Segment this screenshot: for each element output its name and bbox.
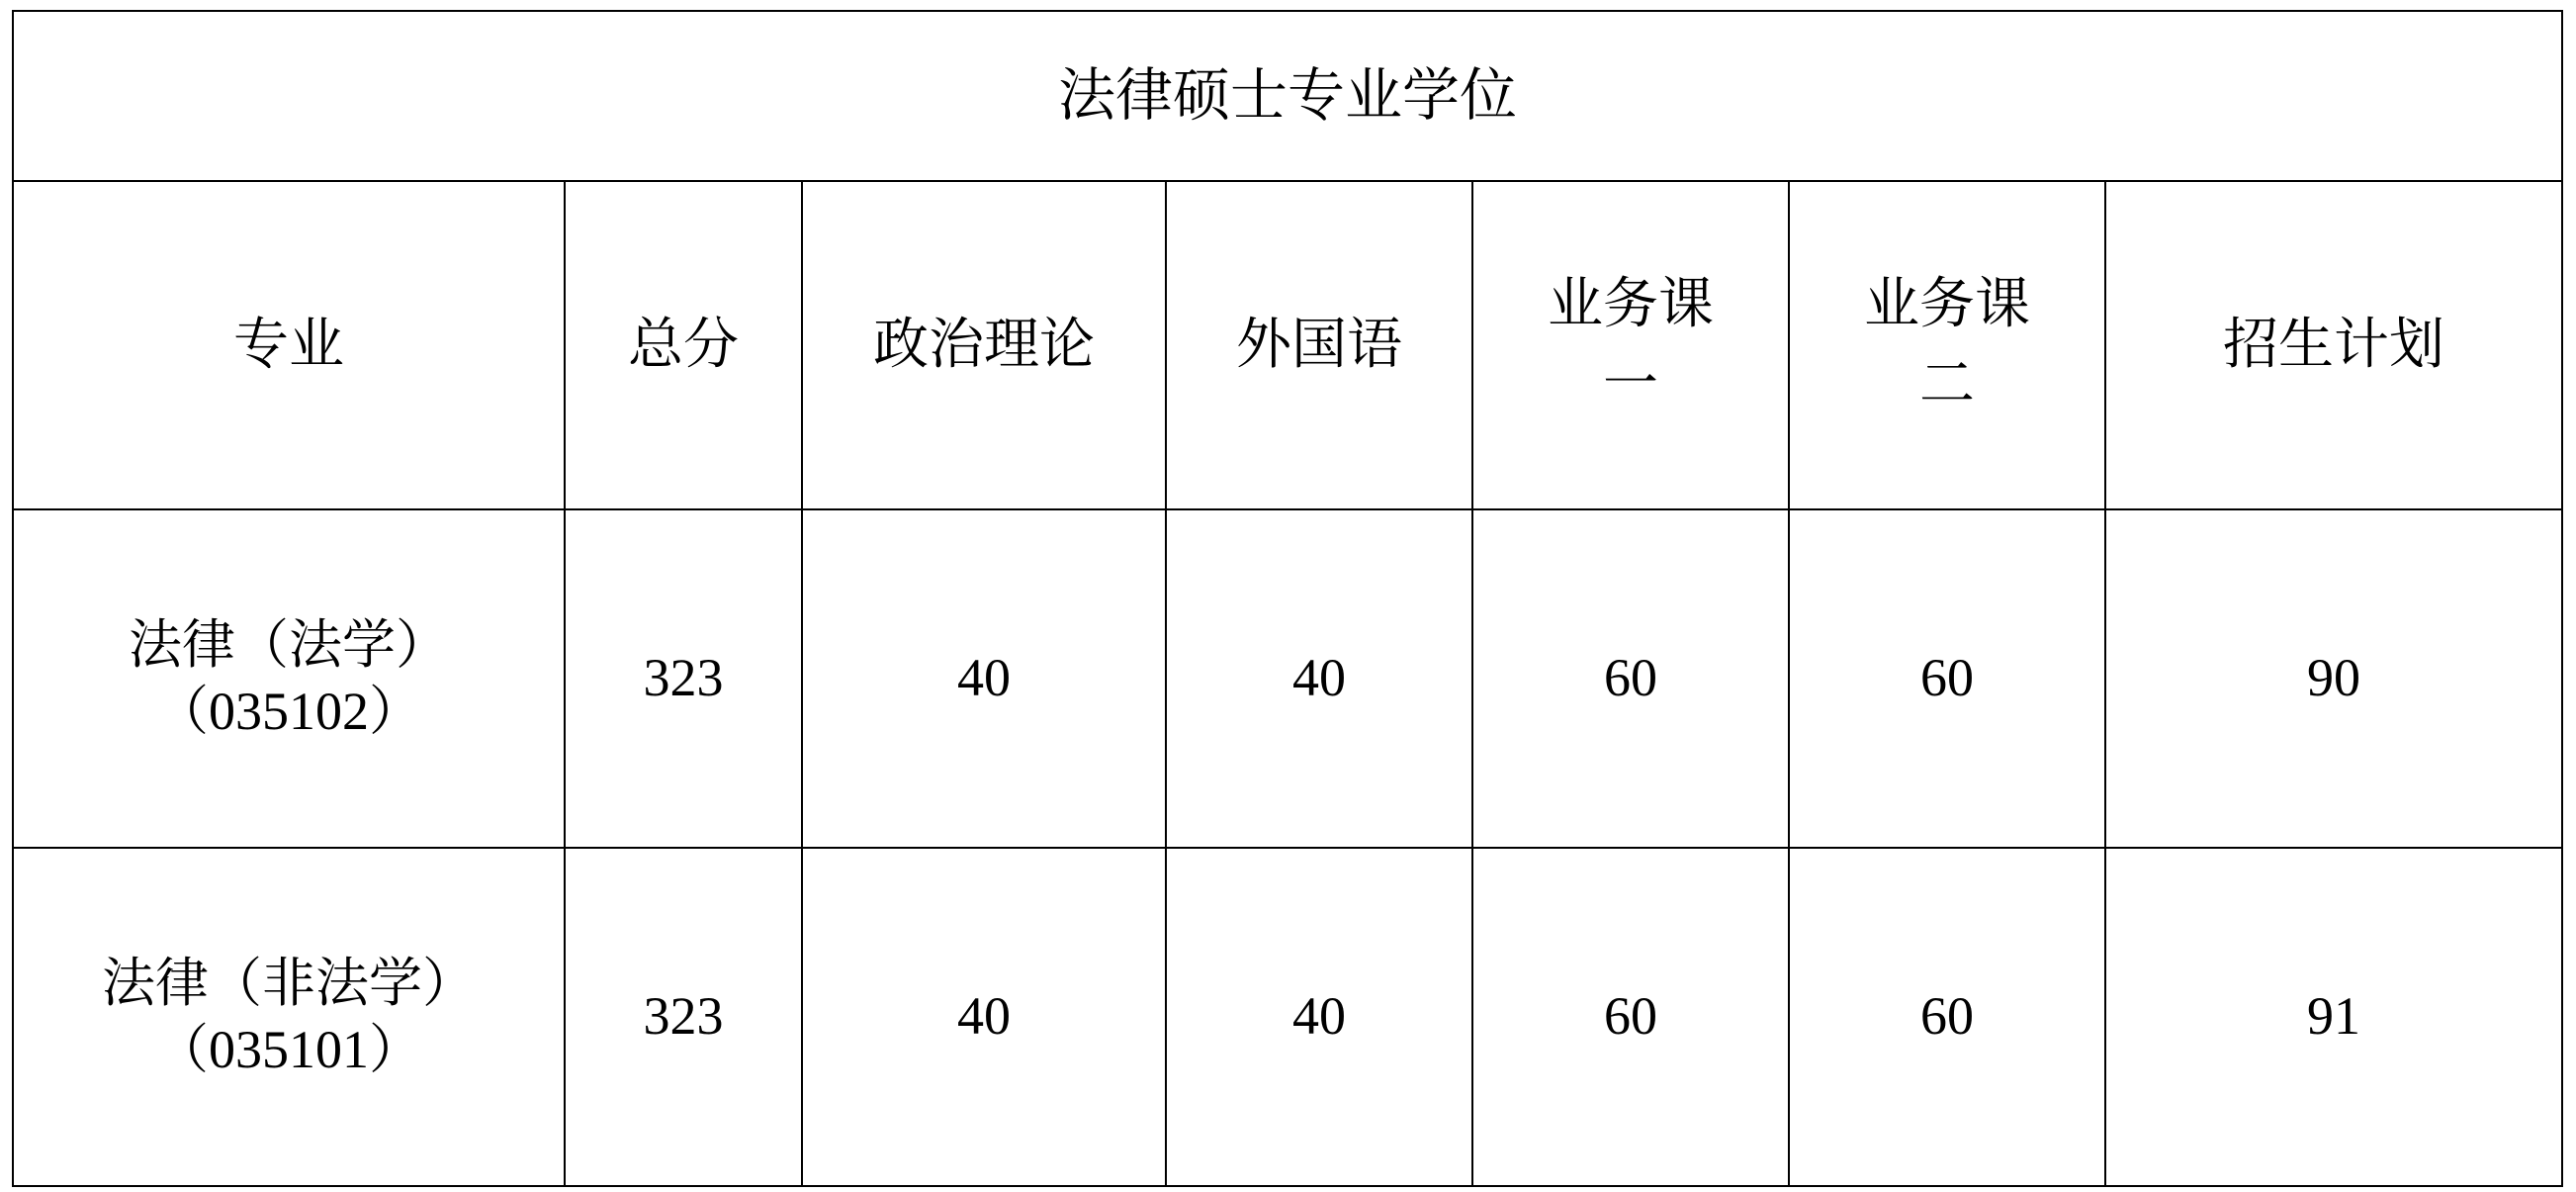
professional-course-2-line1: 业务课 [1864, 273, 2030, 335]
cell-total-score: 323 [565, 848, 802, 1186]
cell-foreign-language: 40 [1166, 848, 1472, 1186]
cell-enrollment-plan: 90 [2105, 509, 2562, 848]
major-code: （035102） [155, 682, 422, 741]
cell-major [13, 509, 565, 848]
column-header-foreign-language: 外国语 [1166, 181, 1472, 509]
admission-score-table [12, 10, 2563, 1187]
column-header-professional-course-2 [1789, 181, 2105, 509]
column-header-major: 专业 [13, 181, 565, 509]
professional-course-1-line1: 业务课 [1548, 273, 1714, 335]
cell-foreign-language: 40 [1166, 509, 1472, 848]
column-header-total-score: 总分 [565, 181, 802, 509]
cell-major [13, 848, 565, 1186]
table-row [13, 509, 2562, 848]
professional-course-2-line2: 二 [1919, 354, 1975, 415]
professional-course-1-line2: 一 [1603, 354, 1658, 415]
major-name: 法律（法学） [129, 614, 449, 675]
major-name: 法律（非法学） [102, 953, 476, 1013]
table-row [13, 848, 2562, 1186]
cell-professional-course-1: 60 [1472, 848, 1789, 1186]
cell-politics: 40 [802, 848, 1166, 1186]
column-header-professional-course-1 [1472, 181, 1789, 509]
cell-professional-course-2: 60 [1789, 848, 2105, 1186]
table-header-row [13, 181, 2562, 509]
cell-politics: 40 [802, 509, 1166, 848]
table-title: 法律硕士专业学位 [13, 11, 2562, 181]
column-header-enrollment-plan: 招生计划 [2105, 181, 2562, 509]
column-header-politics: 政治理论 [802, 181, 1166, 509]
cell-enrollment-plan: 91 [2105, 848, 2562, 1186]
table-title-row [13, 11, 2562, 181]
cell-professional-course-1: 60 [1472, 509, 1789, 848]
cell-total-score: 323 [565, 509, 802, 848]
major-code: （035101） [155, 1020, 422, 1079]
cell-professional-course-2: 60 [1789, 509, 2105, 848]
